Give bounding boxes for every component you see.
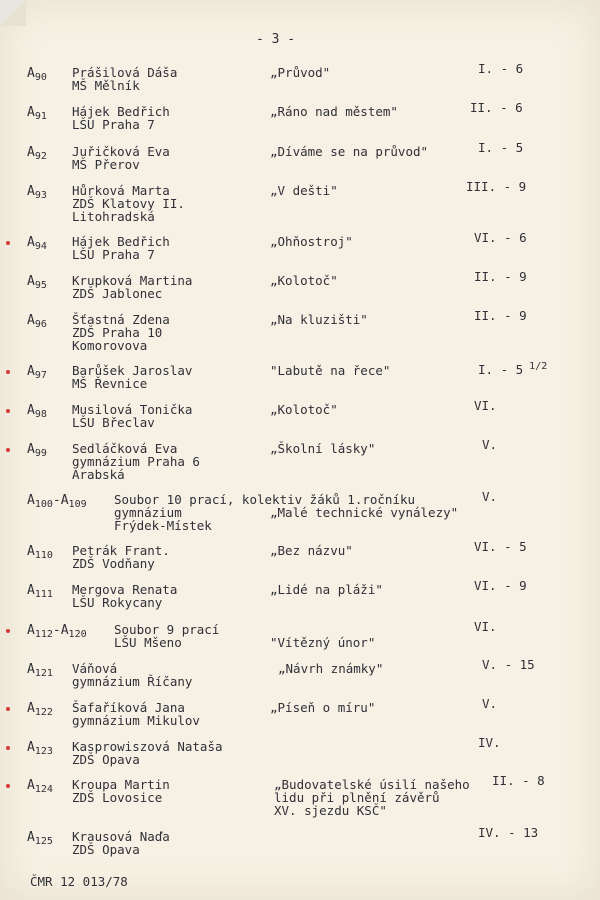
code-letter: A	[27, 583, 35, 598]
school-line: LŠU Praha 7	[72, 247, 155, 262]
author-name: Kasprowiszová Nataša	[72, 739, 223, 754]
author-block	[72, 740, 223, 766]
artwork-title	[270, 105, 398, 118]
author-block	[72, 403, 192, 429]
entry-code	[27, 365, 47, 379]
author-block	[72, 105, 170, 131]
code-number: 122	[34, 707, 53, 718]
code-letter: A	[27, 830, 35, 845]
grade	[482, 697, 497, 710]
code-range-number: 120	[68, 629, 87, 640]
artwork-title	[270, 235, 353, 248]
entry-code	[27, 185, 47, 199]
school-line: MŠ Mělník	[72, 78, 140, 93]
title-line: „Díváme se na průvod"	[270, 144, 429, 159]
author-block	[72, 830, 170, 856]
entry-code	[27, 106, 47, 120]
code-letter: A	[27, 274, 35, 289]
grade-value: V.	[482, 489, 498, 504]
code-letter: A	[27, 364, 35, 379]
artwork-title	[270, 583, 383, 596]
code-number: 125	[34, 836, 53, 847]
code-number: 92	[34, 151, 47, 162]
entry-code	[27, 236, 47, 250]
author-block	[72, 583, 177, 609]
school-line: ZDŠ Vodňany	[72, 556, 155, 571]
entry-code	[27, 275, 47, 289]
red-mark-dot	[6, 448, 10, 452]
author-block	[72, 313, 170, 352]
red-mark-dot	[6, 409, 10, 413]
school-line: gymnázium Mikulov	[72, 713, 200, 728]
code-number: 94	[34, 241, 47, 252]
grade	[474, 399, 497, 412]
code-range-letter: -A	[52, 623, 69, 638]
red-mark-dot	[6, 241, 10, 245]
author-name: Musilová Tonička	[72, 402, 193, 417]
author-name: Hůrková Marta	[72, 183, 170, 198]
entry-code	[27, 494, 87, 508]
grade	[474, 579, 527, 592]
artwork-title	[270, 506, 458, 519]
author-name: Šťastná Zdena	[72, 312, 170, 327]
title-line: „Budovatelské úsilí našeho	[274, 777, 470, 792]
school-line: LŠU Břeclav	[72, 415, 155, 430]
author-name: Krausová Naďa	[72, 829, 170, 844]
code-number: 96	[34, 319, 47, 330]
title-line: „Školní lásky"	[270, 441, 376, 456]
school-line: gymnázium Praha 6	[72, 454, 200, 469]
author-block	[72, 235, 170, 261]
entry-code	[27, 404, 47, 418]
grade-value: II. - 8	[492, 773, 545, 788]
red-mark-dot	[6, 629, 10, 633]
code-number: 123	[34, 746, 53, 757]
author-name: Prášilová Dáša	[72, 65, 178, 80]
grade-value: VI. - 6	[474, 230, 527, 245]
author-name: Hájek Bedřich	[72, 104, 170, 119]
code-number: 99	[34, 448, 47, 459]
school-line: Litohradská	[72, 209, 155, 224]
artwork-title	[270, 313, 368, 326]
grade	[474, 620, 497, 633]
entry-code	[27, 779, 53, 793]
grade-value: IV.	[478, 735, 501, 750]
red-mark-dot	[6, 707, 10, 711]
code-letter: A	[27, 623, 35, 638]
title-line: „Lidé na pláži"	[270, 582, 383, 597]
author-name: Soubor 9 prací	[114, 622, 220, 637]
page-corner	[0, 0, 26, 26]
artwork-title	[270, 184, 338, 197]
author-block	[72, 364, 192, 390]
author-block	[72, 66, 177, 92]
author-name: Petrák Frant.	[72, 543, 170, 558]
grade-value: I. - 5	[478, 362, 524, 378]
author-name: Soubor 10 prací, kolektiv žáků 1.ročníku	[114, 492, 416, 507]
artwork-title	[270, 544, 353, 557]
red-mark-dot	[6, 784, 10, 788]
grade	[478, 141, 523, 154]
grade	[474, 309, 527, 322]
school-line: ZDŠ Opava	[72, 752, 140, 767]
code-letter: A	[27, 740, 35, 755]
school-line: ZDŠ Praha 10	[72, 325, 163, 340]
school-line: Frýdek-Místek	[114, 518, 212, 533]
grade	[492, 774, 545, 787]
code-number: 121	[34, 668, 53, 679]
entry-code	[27, 702, 53, 716]
title-line: "Vítězný únor"	[270, 635, 376, 650]
author-name: Mergova Renata	[72, 582, 178, 597]
artwork-title	[270, 364, 390, 377]
code-letter: A	[27, 403, 35, 418]
school-line: MŠ Přerov	[72, 157, 140, 172]
title-line: „Ohňostroj"	[270, 234, 353, 249]
title-line: „Na kluzišti"	[270, 312, 368, 327]
grade-value: VI.	[474, 398, 497, 413]
entry-code	[27, 663, 53, 677]
grade	[482, 490, 497, 503]
entry-code	[27, 741, 53, 755]
code-number: 100	[34, 499, 53, 510]
grade	[478, 826, 538, 839]
author-block	[72, 778, 170, 804]
school-line: Komorovova	[72, 338, 148, 353]
artwork-title	[270, 66, 330, 79]
grade-fraction: 1/2	[523, 361, 548, 372]
grade	[466, 180, 526, 193]
page-number: - 3 -	[256, 32, 296, 47]
entry-code	[27, 624, 87, 638]
school-line: Arabská	[72, 467, 125, 482]
grade-value: VI.	[474, 619, 497, 634]
code-letter: A	[27, 701, 35, 716]
entry-code	[27, 443, 47, 457]
code-letter: A	[27, 493, 35, 508]
author-block	[72, 544, 170, 570]
school-line: gymnázium Říčany	[72, 674, 193, 689]
code-number: 91	[34, 111, 47, 122]
author-block	[72, 662, 192, 688]
code-number: 124	[34, 784, 53, 795]
grade	[478, 360, 547, 376]
author-name: Sedláčková Eva	[72, 441, 178, 456]
entry-code	[27, 67, 47, 81]
school-line: LŠU Praha 7	[72, 117, 155, 132]
code-letter: A	[27, 442, 35, 457]
grade-value: VI. - 9	[474, 578, 527, 593]
document-reference: ČMR 12 013/78	[30, 874, 128, 889]
code-number: 97	[34, 370, 47, 381]
school-line: LŠU Mšeno	[114, 635, 182, 650]
artwork-title	[274, 778, 470, 817]
artwork-title	[270, 701, 375, 714]
entry-code	[27, 545, 53, 559]
author-block	[72, 184, 185, 223]
author-name: Kroupa Martin	[72, 777, 170, 792]
code-letter: A	[27, 544, 35, 559]
artwork-title	[270, 274, 338, 287]
artwork-title	[270, 403, 338, 416]
entry-code	[27, 831, 53, 845]
grade-value: I. - 6	[478, 61, 524, 76]
code-letter: A	[27, 778, 35, 793]
entry-code	[27, 584, 53, 598]
grade-value: IV. - 13	[478, 825, 539, 840]
code-number: 112	[34, 629, 53, 640]
code-range-number: 109	[68, 499, 87, 510]
grade-value: III. - 9	[466, 179, 527, 194]
title-line: „Kolotoč"	[270, 402, 338, 417]
author-name: Juřičková Eva	[72, 144, 170, 159]
code-letter: A	[27, 105, 35, 120]
code-letter: A	[27, 235, 35, 250]
author-name: Barůšek Jaroslav	[72, 363, 193, 378]
title-line: XV. sjezdu KSČ"	[274, 803, 387, 818]
author-name: Šafaříková Jana	[72, 700, 185, 715]
author-block	[72, 701, 200, 727]
title-line: „Kolotoč"	[270, 273, 338, 288]
author-block	[72, 145, 170, 171]
artwork-title	[278, 662, 383, 675]
grade	[478, 736, 501, 749]
artwork-title	[270, 636, 375, 649]
red-mark-dot	[6, 746, 10, 750]
entry-code	[27, 146, 47, 160]
title-line: lidu při plnění závěrů	[274, 790, 440, 805]
title-line: „Bez názvu"	[270, 543, 353, 558]
school-line: ZDŠ Lovosice	[72, 790, 163, 805]
title-line: „Malé technické vynálezy"	[270, 505, 459, 520]
school-line: LŠU Rokycany	[72, 595, 163, 610]
entry-code	[27, 314, 47, 328]
school-line: ZDŠ Klatovy II.	[72, 196, 185, 211]
author-name: Krupková Martina	[72, 273, 193, 288]
grade-value: V. - 15	[482, 657, 535, 672]
grade-value: V.	[482, 696, 498, 711]
author-name: Hájek Bedřich	[72, 234, 170, 249]
grade	[482, 438, 497, 451]
school-line: ZDŠ Jablonec	[72, 286, 163, 301]
code-number: 98	[34, 409, 47, 420]
grade-value: II. - 9	[474, 308, 527, 323]
code-letter: A	[27, 662, 35, 677]
author-name: Váňová	[72, 661, 118, 676]
title-line: "Labutě na řece"	[270, 363, 391, 378]
code-letter: A	[27, 184, 35, 199]
code-letter: A	[27, 66, 35, 81]
author-block	[114, 623, 219, 649]
author-block	[72, 274, 192, 300]
school-line: MŠ Řevnice	[72, 376, 148, 391]
grade	[474, 270, 527, 283]
red-mark-dot	[6, 370, 10, 374]
code-number: 111	[34, 589, 53, 600]
title-line: „Návrh známky"	[278, 661, 384, 676]
code-letter: A	[27, 145, 35, 160]
grade-value: I. - 5	[478, 140, 524, 155]
title-line: „Ráno nad městem"	[270, 104, 398, 119]
code-number: 110	[34, 550, 53, 561]
title-line: „V dešti"	[270, 183, 338, 198]
grade-value: V.	[482, 437, 498, 452]
code-number: 95	[34, 280, 47, 291]
code-range-letter: -A	[52, 493, 69, 508]
author-block	[72, 442, 200, 481]
grade	[482, 658, 535, 671]
grade-value: VI. - 5	[474, 539, 527, 554]
code-number: 93	[34, 190, 47, 201]
artwork-title	[270, 145, 428, 158]
grade	[478, 62, 523, 75]
title-line: „Píseň o míru"	[270, 700, 376, 715]
grade	[474, 231, 527, 244]
title-line: „Průvod"	[270, 65, 331, 80]
school-line: gymnázium	[114, 505, 182, 520]
school-line: ZDŠ Opava	[72, 842, 140, 857]
code-number: 90	[34, 72, 47, 83]
code-letter: A	[27, 313, 35, 328]
artwork-title	[270, 442, 375, 455]
grade-value: II. - 9	[474, 269, 527, 284]
grade	[470, 101, 523, 114]
grade	[474, 540, 527, 553]
grade-value: II. - 6	[470, 100, 523, 115]
